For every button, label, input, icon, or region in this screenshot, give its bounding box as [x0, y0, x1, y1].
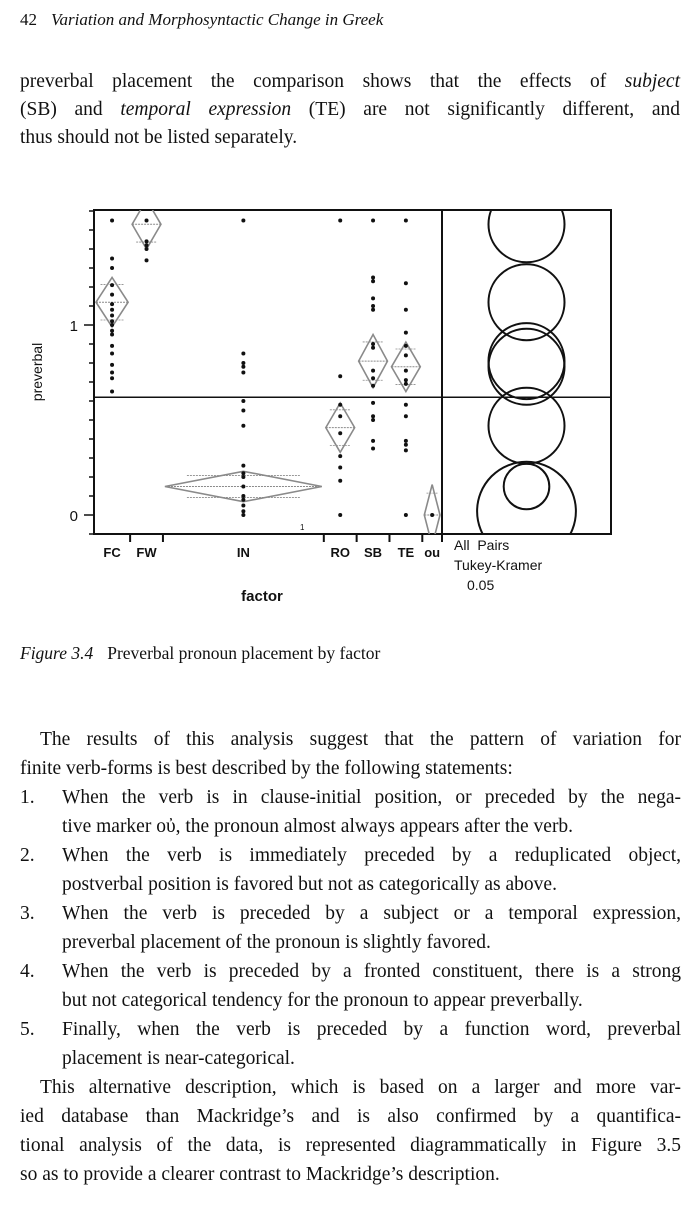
x-tick-label: FC — [103, 545, 121, 560]
figure-caption-text: Preverbal pronoun placement by factor — [107, 643, 381, 663]
data-point — [371, 369, 375, 373]
text-line: thus should not be listed separately. — [20, 127, 298, 148]
data-point — [241, 464, 245, 468]
data-point — [404, 353, 408, 357]
data-point — [110, 323, 114, 327]
figure-label: Figure 3.4 — [20, 643, 94, 663]
data-point — [404, 414, 408, 418]
statement-item — [20, 1015, 681, 1073]
data-point — [404, 448, 408, 452]
data-point — [145, 239, 149, 243]
data-point — [145, 247, 149, 251]
statement-number: 5. — [20, 1019, 35, 1040]
x-tick-label: FW — [136, 545, 157, 560]
data-point — [371, 447, 375, 451]
text-line: placement is near-categorical. — [62, 1048, 295, 1069]
data-point — [404, 403, 408, 407]
data-point — [338, 374, 342, 378]
data-point — [110, 352, 114, 356]
data-point — [404, 219, 408, 223]
data-point — [404, 382, 408, 386]
data-point — [145, 258, 149, 262]
data-point — [338, 479, 342, 483]
text-line: This alternative description, which is based on a larger and more var- — [40, 1077, 681, 1098]
data-point — [110, 302, 114, 306]
plot-area — [96, 200, 440, 546]
data-point — [404, 439, 408, 443]
data-point — [371, 414, 375, 418]
text-line: When the verb is immediately preceded by a reduplicated object, — [62, 845, 681, 866]
data-point — [371, 342, 375, 346]
data-point — [110, 319, 114, 323]
data-point — [110, 390, 114, 394]
data-point — [241, 471, 245, 475]
text-line: ied database than Mackridge’s and is also confirmed by a quantifica- — [20, 1106, 681, 1127]
data-point — [110, 329, 114, 333]
figure-caption — [20, 643, 380, 664]
data-point — [241, 399, 245, 403]
data-point — [110, 344, 114, 348]
data-point — [371, 279, 375, 283]
data-point — [371, 376, 375, 380]
data-point — [110, 219, 114, 223]
data-point — [110, 283, 114, 287]
data-point — [145, 243, 149, 247]
statement-item — [20, 841, 681, 899]
x-tick-label: SB — [364, 545, 383, 560]
comparison-circle-fw — [489, 186, 565, 262]
comparison-circles-panel — [477, 186, 576, 560]
x-axis-label: factor — [241, 588, 283, 605]
y-axis-label: preverbal — [29, 342, 45, 402]
data-point — [241, 352, 245, 356]
text-line: tive marker οὐ, the pronoun almost always appears after the verb. — [62, 816, 574, 837]
data-point — [110, 376, 114, 380]
data-point — [145, 219, 149, 223]
data-point — [404, 513, 408, 517]
statement-item — [20, 783, 681, 841]
data-point — [338, 431, 342, 435]
statement-number: 3. — [20, 903, 35, 924]
comparison-label-all-pairs: All Pairs — [454, 537, 510, 553]
data-point — [404, 344, 408, 348]
data-point — [371, 346, 375, 350]
text-line: The results of this analysis suggest that the pattern of variation for — [40, 729, 681, 750]
text-line: so as to provide a clearer contrast to Mackridge’s description. — [20, 1164, 500, 1185]
body-text — [20, 725, 681, 1189]
data-point — [241, 361, 245, 365]
comparison-label-alpha: 0.05 — [467, 577, 495, 593]
text-line: When the verb is preceded by a subject or a temporal expression, — [62, 903, 681, 924]
data-point — [371, 439, 375, 443]
text-line: preverbal placement the comparison shows that the effects of subject — [20, 71, 680, 92]
data-point — [110, 333, 114, 337]
data-point — [110, 314, 114, 318]
data-point — [371, 296, 375, 300]
text-line: preverbal placement of the pronoun is slightly favored. — [62, 932, 491, 953]
text-line: finite verb-forms is best described by the following statements: — [20, 758, 513, 779]
comparison-circle-in — [504, 464, 550, 510]
text-line: When the verb is preceded by a fronted constituent, there is a strong — [62, 961, 681, 982]
text-line: When the verb is in clause-initial position, or preceded by the nega- — [62, 787, 681, 808]
x-tick-label: IN — [236, 545, 250, 560]
text-line: but not categorical tendency for the pronoun to appear preverbally. — [62, 990, 583, 1011]
italic-term: subject — [624, 71, 680, 92]
data-point — [371, 304, 375, 308]
data-point — [404, 308, 408, 312]
data-point — [110, 308, 114, 312]
data-point — [241, 219, 245, 223]
data-point — [241, 498, 245, 502]
data-point — [241, 371, 245, 375]
statement-number: 1. — [20, 787, 35, 808]
data-point — [241, 504, 245, 508]
data-point — [241, 365, 245, 369]
data-point — [404, 378, 408, 382]
data-point — [241, 509, 245, 513]
data-point — [404, 281, 408, 285]
y-tick-label-0: 0 — [69, 508, 78, 525]
data-point — [338, 513, 342, 517]
data-point — [404, 331, 408, 335]
text-line: Finally, when the verb is preceded by a function word, preverbal — [62, 1019, 681, 1040]
data-point — [338, 454, 342, 458]
data-point — [110, 266, 114, 270]
data-point — [110, 363, 114, 367]
statement-item — [20, 957, 681, 1015]
data-point — [338, 219, 342, 223]
italic-term: temporal expression — [120, 99, 292, 120]
data-point — [338, 403, 342, 407]
x-tick-label: TE — [397, 545, 415, 560]
data-point — [404, 443, 408, 447]
statement-number: 2. — [20, 845, 35, 866]
comparison-label-method: Tukey-Kramer — [454, 557, 543, 573]
data-point — [371, 219, 375, 223]
data-point — [110, 371, 114, 375]
page-number: 42 — [20, 10, 37, 29]
y-tick-label-1: 1 — [69, 318, 78, 335]
data-point — [241, 494, 245, 498]
row-order-annotation: 1 — [300, 523, 305, 532]
data-point — [404, 369, 408, 373]
text-line: (SB) and temporal expression (TE) are not significantly different, and — [20, 99, 680, 120]
data-point — [110, 257, 114, 261]
data-point — [241, 513, 245, 517]
data-point — [241, 485, 245, 489]
data-point — [371, 418, 375, 422]
data-point — [338, 466, 342, 470]
data-point — [241, 475, 245, 479]
data-point — [241, 424, 245, 428]
data-point — [371, 401, 375, 405]
statement-item — [20, 899, 681, 957]
x-tick-label: RO — [330, 545, 350, 560]
data-point — [430, 513, 434, 517]
data-point — [371, 384, 375, 388]
data-point — [338, 414, 342, 418]
statement-number: 4. — [20, 961, 35, 982]
running-title: Variation and Morphosyntactic Change in Greek — [51, 10, 384, 29]
text-line: postverbal position is favored but not as categorically as above. — [62, 874, 557, 895]
text-line: tional analysis of the data, is represented diagrammatically in Figure 3.5 — [20, 1135, 681, 1156]
x-tick-label: ou — [424, 545, 441, 560]
data-point — [371, 276, 375, 280]
data-point — [110, 293, 114, 297]
statement-list — [20, 783, 681, 1073]
data-point — [241, 409, 245, 413]
data-point — [371, 308, 375, 312]
